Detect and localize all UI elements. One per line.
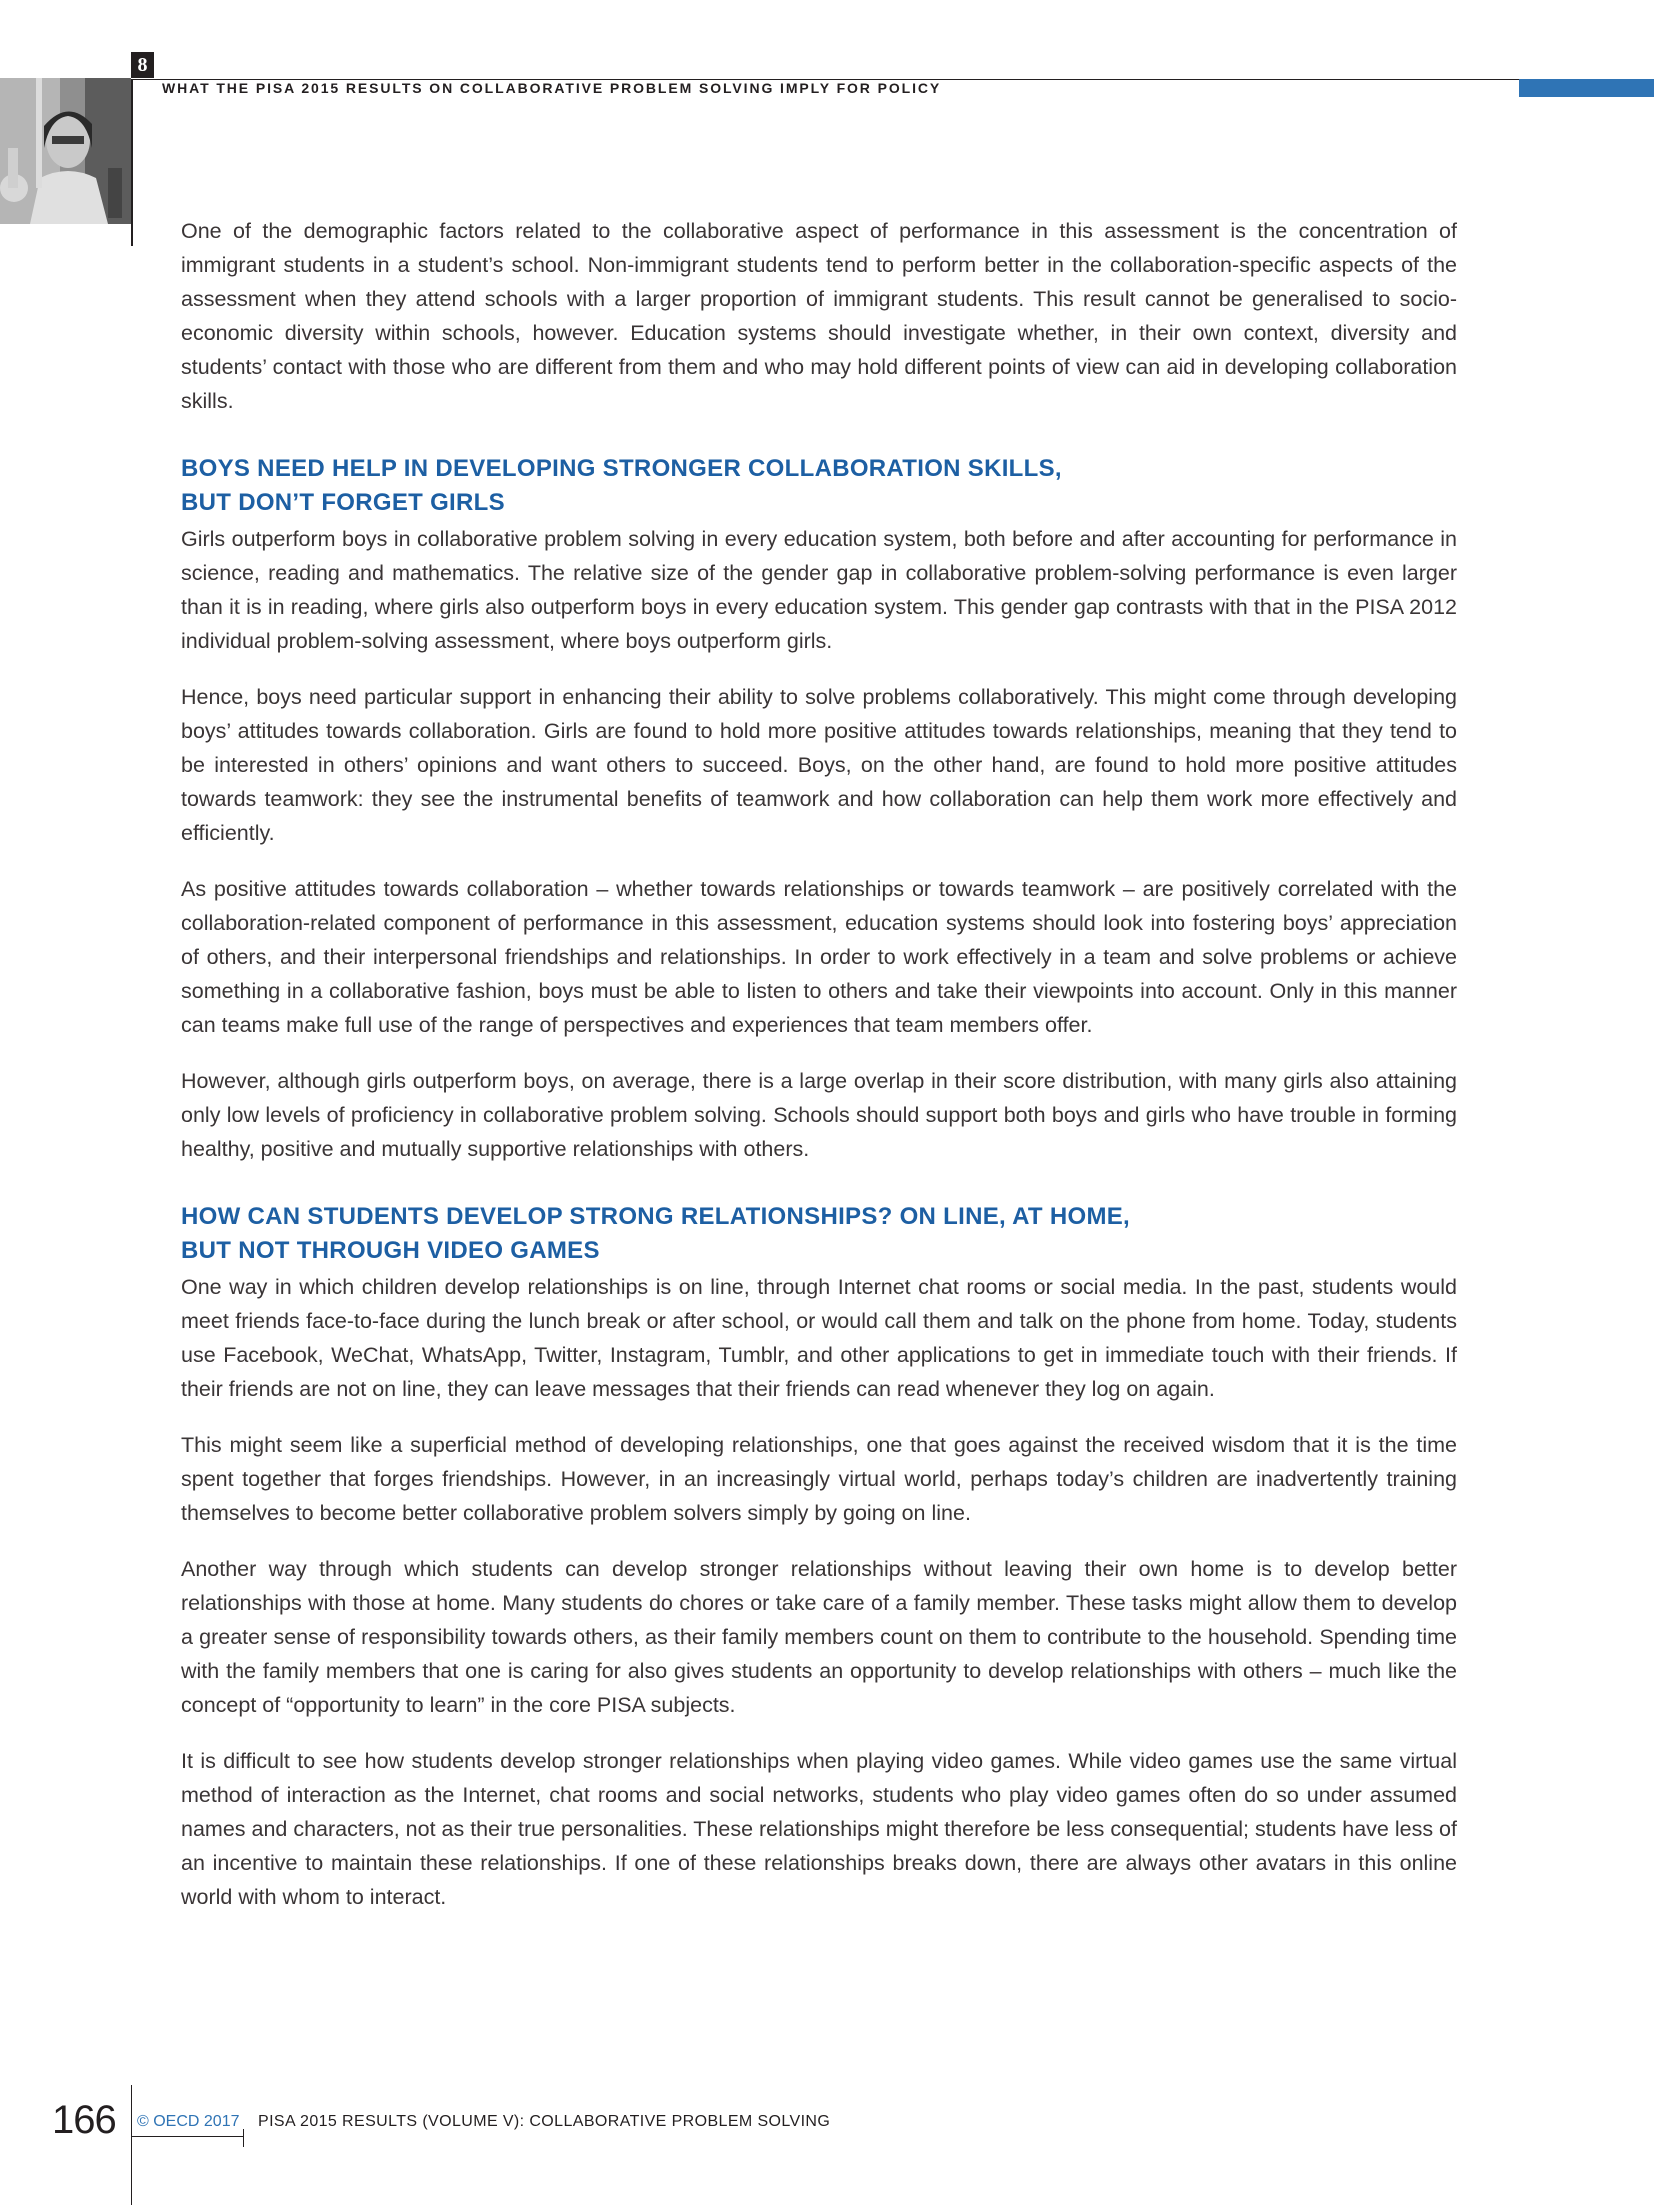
paragraph: This might seem like a superficial method of developing relationships, one that goes against the received wisdom that it is the time spent together that forges friendships. However, in an increasingly virtual world, perhaps today’s children are inadvertently training themselves to become better collaborative problem solvers simply by going on line. <box>181 1433 1457 1525</box>
header-left-rule <box>131 79 133 246</box>
heading-line: BUT NOT THROUGH VIDEO GAMES <box>181 1237 600 1264</box>
footer-separator <box>243 2129 244 2147</box>
header-accent-bar <box>1519 79 1654 97</box>
section-heading-relationships <box>181 1200 1457 1268</box>
paragraph: Hence, boys need particular support in enhancing their ability to solve problems collaboratively. This might come through developing boys’ attitudes towards collaboration. Girls are found to hold more positive attitudes towards relationships, meaning that they tend to be interested in others’ opinions and want others to succeed. Boys, on the other hand, are found to hold more positive attitudes towards teamwork: they see the instrumental benefits of teamwork and how collaboration can help them work more effectively and efficiently. <box>181 685 1457 845</box>
chapter-number-badge: 8 <box>131 52 154 78</box>
page-number: 166 <box>52 2098 116 2142</box>
footer-vertical-rule <box>131 2085 132 2205</box>
section-heading-boys-girls <box>181 452 1457 520</box>
copyright-text: © OECD 2017 <box>137 2113 240 2130</box>
heading-line: BOYS NEED HELP IN DEVELOPING STRONGER COLLABORATION SKILLS, <box>181 455 1062 482</box>
publication-title: PISA 2015 RESULTS (VOLUME V): COLLABORATIVE PROBLEM SOLVING <box>258 2113 831 2130</box>
heading-line: BUT DON’T FORGET GIRLS <box>181 489 505 516</box>
paragraph: It is difficult to see how students develop stronger relationships when playing video games. While video games use the same virtual method of interaction as the Internet, chat rooms and social networks, students who play video games often do so under assumed names and characters, not as their true personalities. These relationships might therefore be less consequential; students have less of an incentive to maintain these relationships. If one of these relationships breaks down, there are always other avatars in this online world with whom to interact. <box>181 1749 1457 1909</box>
footer-horizontal-rule <box>131 2136 243 2137</box>
heading-line: HOW CAN STUDENTS DEVELOP STRONG RELATIONSHIPS? ON LINE, AT HOME, <box>181 1203 1131 1230</box>
paragraph: However, although girls outperform boys, on average, there is a large overlap in their score distribution, with many girls also attaining only low levels of proficiency in collaborative problem solving. Schools should support both boys and girls who have trouble in forming healthy, positive and mutually supportive relationships with others. <box>181 1069 1457 1161</box>
header-photo <box>0 78 131 224</box>
paragraph: Another way through which students can develop stronger relationships without leaving their own home is to develop better relationships with those at home. Many students do chores or take care of a family member. These tasks might allow them to develop a greater sense of responsibility towards others, as their family members count on them to contribute to the household. Spending time with the family members that one is caring for also gives students an opportunity to develop relationships with others – much like the concept of “opportunity to learn” in the core PISA subjects. <box>181 1557 1457 1717</box>
paragraph: As positive attitudes towards collaboration – whether towards relationships or towards teamwork – are positively correlated with the collaboration-related component of performance in this assessment, education systems should look into fostering boys’ appreciation of others, and their interpersonal friendships and relationships. In order to work effectively in a team and solve problems or achieve something in a collaborative fashion, boys must be able to listen to others and take their viewpoints into account. Only in this manner can teams make full use of the range of perspectives and experiences that team members offer. <box>181 877 1457 1037</box>
paragraph: One way in which children develop relationships is on line, through Internet chat rooms or social media. In the past, students would meet friends face-to-face during the lunch break or after school, or would call them and talk on the phone from home. Today, students use Facebook, WeChat, WhatsApp, Twitter, Instagram, Tumblr, and other applications to get in immediate touch with their friends. If their friends are not on line, they can leave messages that their friends can read whenever they log on again. <box>181 1275 1457 1401</box>
paragraph: Girls outperform boys in collaborative problem solving in every education system, both before and after accounting for performance in science, reading and mathematics. The relative size of the gender gap in collaborative problem-solving performance is even larger than it is in reading, where girls also outperform boys in every education system. This gender gap contrasts with that in the PISA 2012 individual problem-solving assessment, where boys outperform girls. <box>181 527 1457 653</box>
main-content <box>181 214 1457 1936</box>
intro-paragraph: One of the demographic factors related to the collaborative aspect of performance in this assessment is the concentration of immigrant students in a student’s school. Non-immigrant students tend to perform better in the collaboration-specific aspects of the assessment when they attend schools with a larger proportion of immigrant students. This result cannot be generalised to socio-economic diversity within schools, however. Education systems should investigate whether, in their own context, diversity and students’ contact with those who are different from them and who may hold different points of view can aid in developing collaboration skills. <box>181 219 1457 413</box>
running-title: WHAT THE PISA 2015 RESULTS ON COLLABORATIVE PROBLEM SOLVING IMPLY FOR POLICY <box>162 80 942 96</box>
scientist-photo-image <box>0 78 131 224</box>
